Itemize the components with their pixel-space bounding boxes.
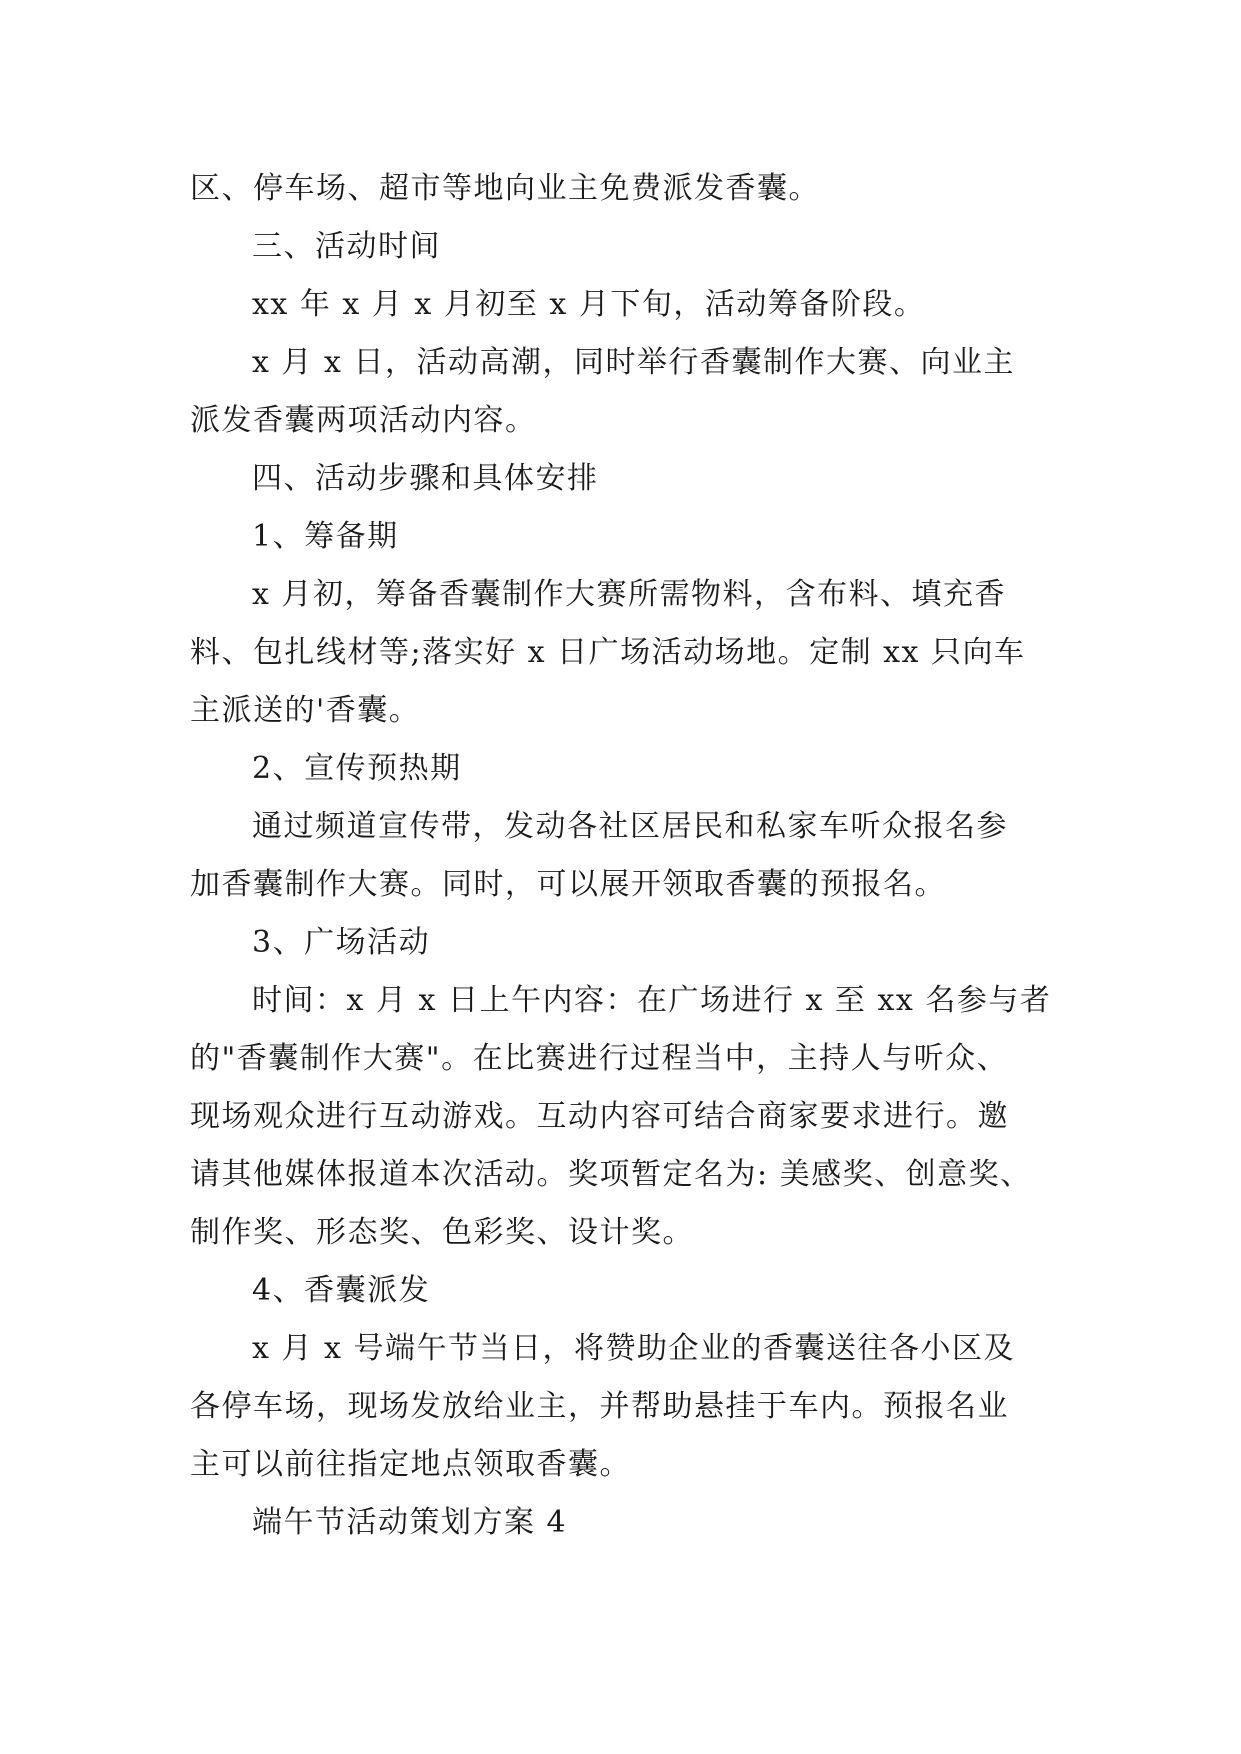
subsection-heading: 3、广场活动	[252, 925, 431, 960]
paragraph-line: 请其他媒体报道本次活动。奖项暂定名为: 美感奖、创意奖、	[190, 1157, 1032, 1192]
paragraph-line: 各停车场，现场发放给业主，并帮助悬挂于车内。预报名业	[190, 1389, 1009, 1424]
paragraph-line: xx 年 x 月 x 月初至 x 月下旬，活动筹备阶段。	[252, 287, 926, 322]
paragraph-line: x 月 x 日，活动高潮，同时举行香囊制作大赛、向业主	[252, 345, 1015, 380]
paragraph-line: 通过频道宣传带，发动各社区居民和私家车听众报名参	[252, 809, 1008, 844]
subsection-heading: 4、香囊派发	[252, 1273, 431, 1308]
paragraph-line: 的"香囊制作大赛"。在比赛进行过程当中，主持人与听众、	[190, 1041, 1009, 1076]
section-heading: 四、活动步骤和具体安排	[252, 461, 599, 496]
document-body	[190, 160, 1060, 1552]
paragraph-line: 现场观众进行互动游戏。互动内容可结合商家要求进行。邀	[190, 1099, 1009, 1134]
paragraph-line: x 月 x 号端午节当日，将赞助企业的香囊送往各小区及	[252, 1331, 1015, 1366]
paragraph-line: 派发香囊两项活动内容。	[190, 403, 537, 438]
section-heading: 三、活动时间	[252, 229, 441, 264]
paragraph-line: 制作奖、形态奖、色彩奖、设计奖。	[190, 1215, 694, 1250]
subsection-heading: 2、宣传预热期	[252, 751, 462, 786]
subsection-heading: 1、筹备期	[252, 519, 399, 554]
paragraph-line: 主可以前往指定地点领取香囊。	[190, 1447, 631, 1482]
document-title-heading: 端午节活动策划方案 4	[252, 1505, 568, 1540]
paragraph-line: 时间：x 月 x 日上午内容：在广场进行 x 至 xx 名参与者	[252, 983, 1052, 1018]
paragraph-line: 加香囊制作大赛。同时，可以展开领取香囊的预报名。	[190, 867, 946, 902]
paragraph-line: 区、停车场、超市等地向业主免费派发香囊。	[190, 171, 820, 206]
paragraph-line: x 月初，筹备香囊制作大赛所需物料，含布料、填充香	[252, 577, 1006, 612]
paragraph-line: 主派送的'香囊。	[190, 693, 421, 728]
paragraph-line: 料、包扎线材等;落实好 x 日广场活动场地。定制 xx 只向车	[190, 635, 1026, 670]
